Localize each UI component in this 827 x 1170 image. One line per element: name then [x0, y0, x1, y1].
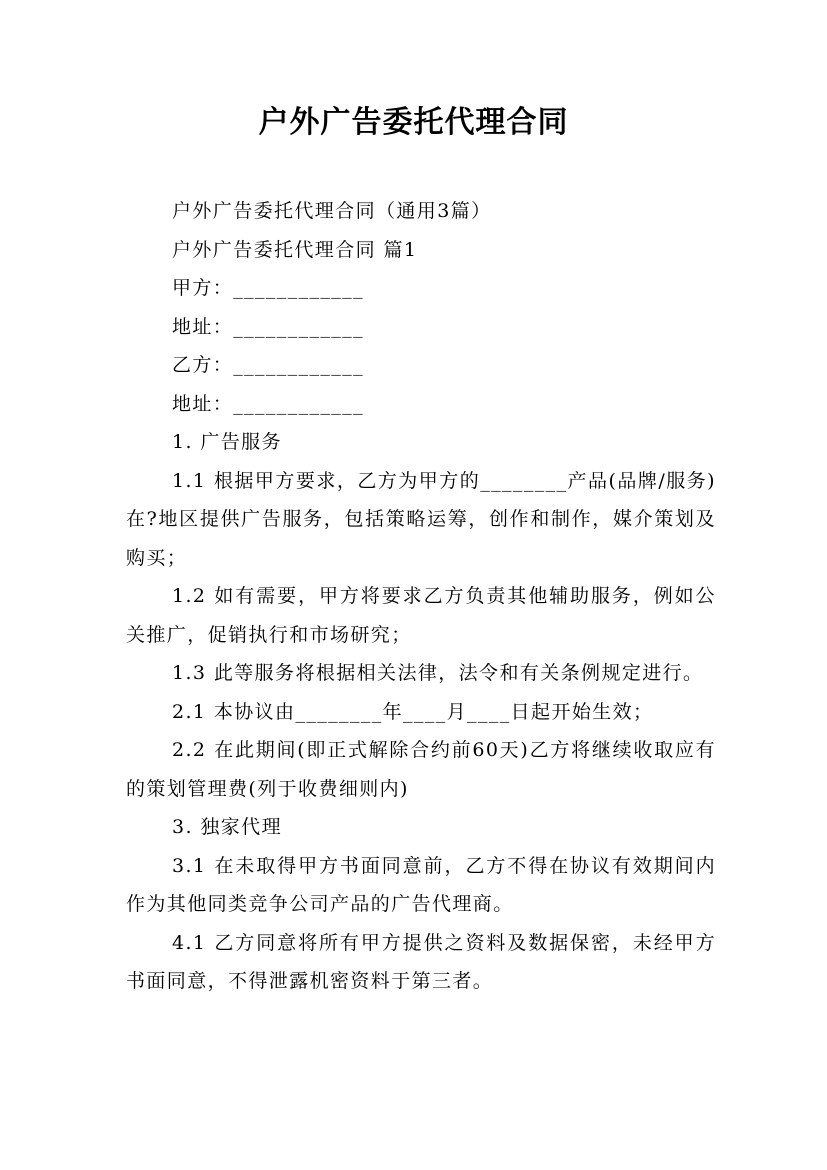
- clause-1-3: 1.3 此等服务将根据相关法律，法令和有关条例规定进行。: [172, 662, 704, 684]
- party-b-line: 乙方：____________: [172, 354, 365, 376]
- section-heading-line: 户外广告委托代理合同 篇1: [172, 238, 418, 261]
- subtitle-line: 户外广告委托代理合同（通用3篇）: [172, 200, 492, 222]
- party-a-line: 甲方：____________: [172, 277, 365, 299]
- party-a-address-line: 地址：____________: [172, 315, 365, 338]
- clause-1-2: 1.2 如有需要，甲方将要求乙方负责其他辅助服务，例如公关推广，促销执行和市场研究；: [126, 585, 716, 646]
- document-title: 户外广告委托代理合同: [258, 105, 569, 140]
- party-b-address-line: 地址：____________: [172, 392, 365, 415]
- clause-2-2: 2.2 在此期间(即正式解除合约前60天)乙方将继续收取应有的策划管理费(列于收费细则内): [126, 739, 716, 800]
- clause-2-1: 2.1 本协议由________年____月____日起开始生效；: [172, 700, 654, 723]
- clause-heading-1: 1. 广告服务: [172, 431, 282, 453]
- clause-3-1: 3.1 在未取得甲方书面同意前，乙方不得在协议有效期间内作为其他同类竞争公司产品的广告代理商。: [126, 854, 716, 915]
- clause-4-1: 4.1 乙方同意将所有甲方提供之资料及数据保密，未经甲方书面同意，不得泄露机密资料于第三者。: [126, 931, 716, 992]
- clause-heading-3: 3. 独家代理: [172, 816, 282, 838]
- clause-1-1: 1.1 根据甲方要求，乙方为甲方的________产品(品牌/服务)在?地区提供广告服务，包括策略运筹，创作和制作，媒介策划及购买；: [126, 469, 716, 569]
- document-body: [126, 192, 716, 1001]
